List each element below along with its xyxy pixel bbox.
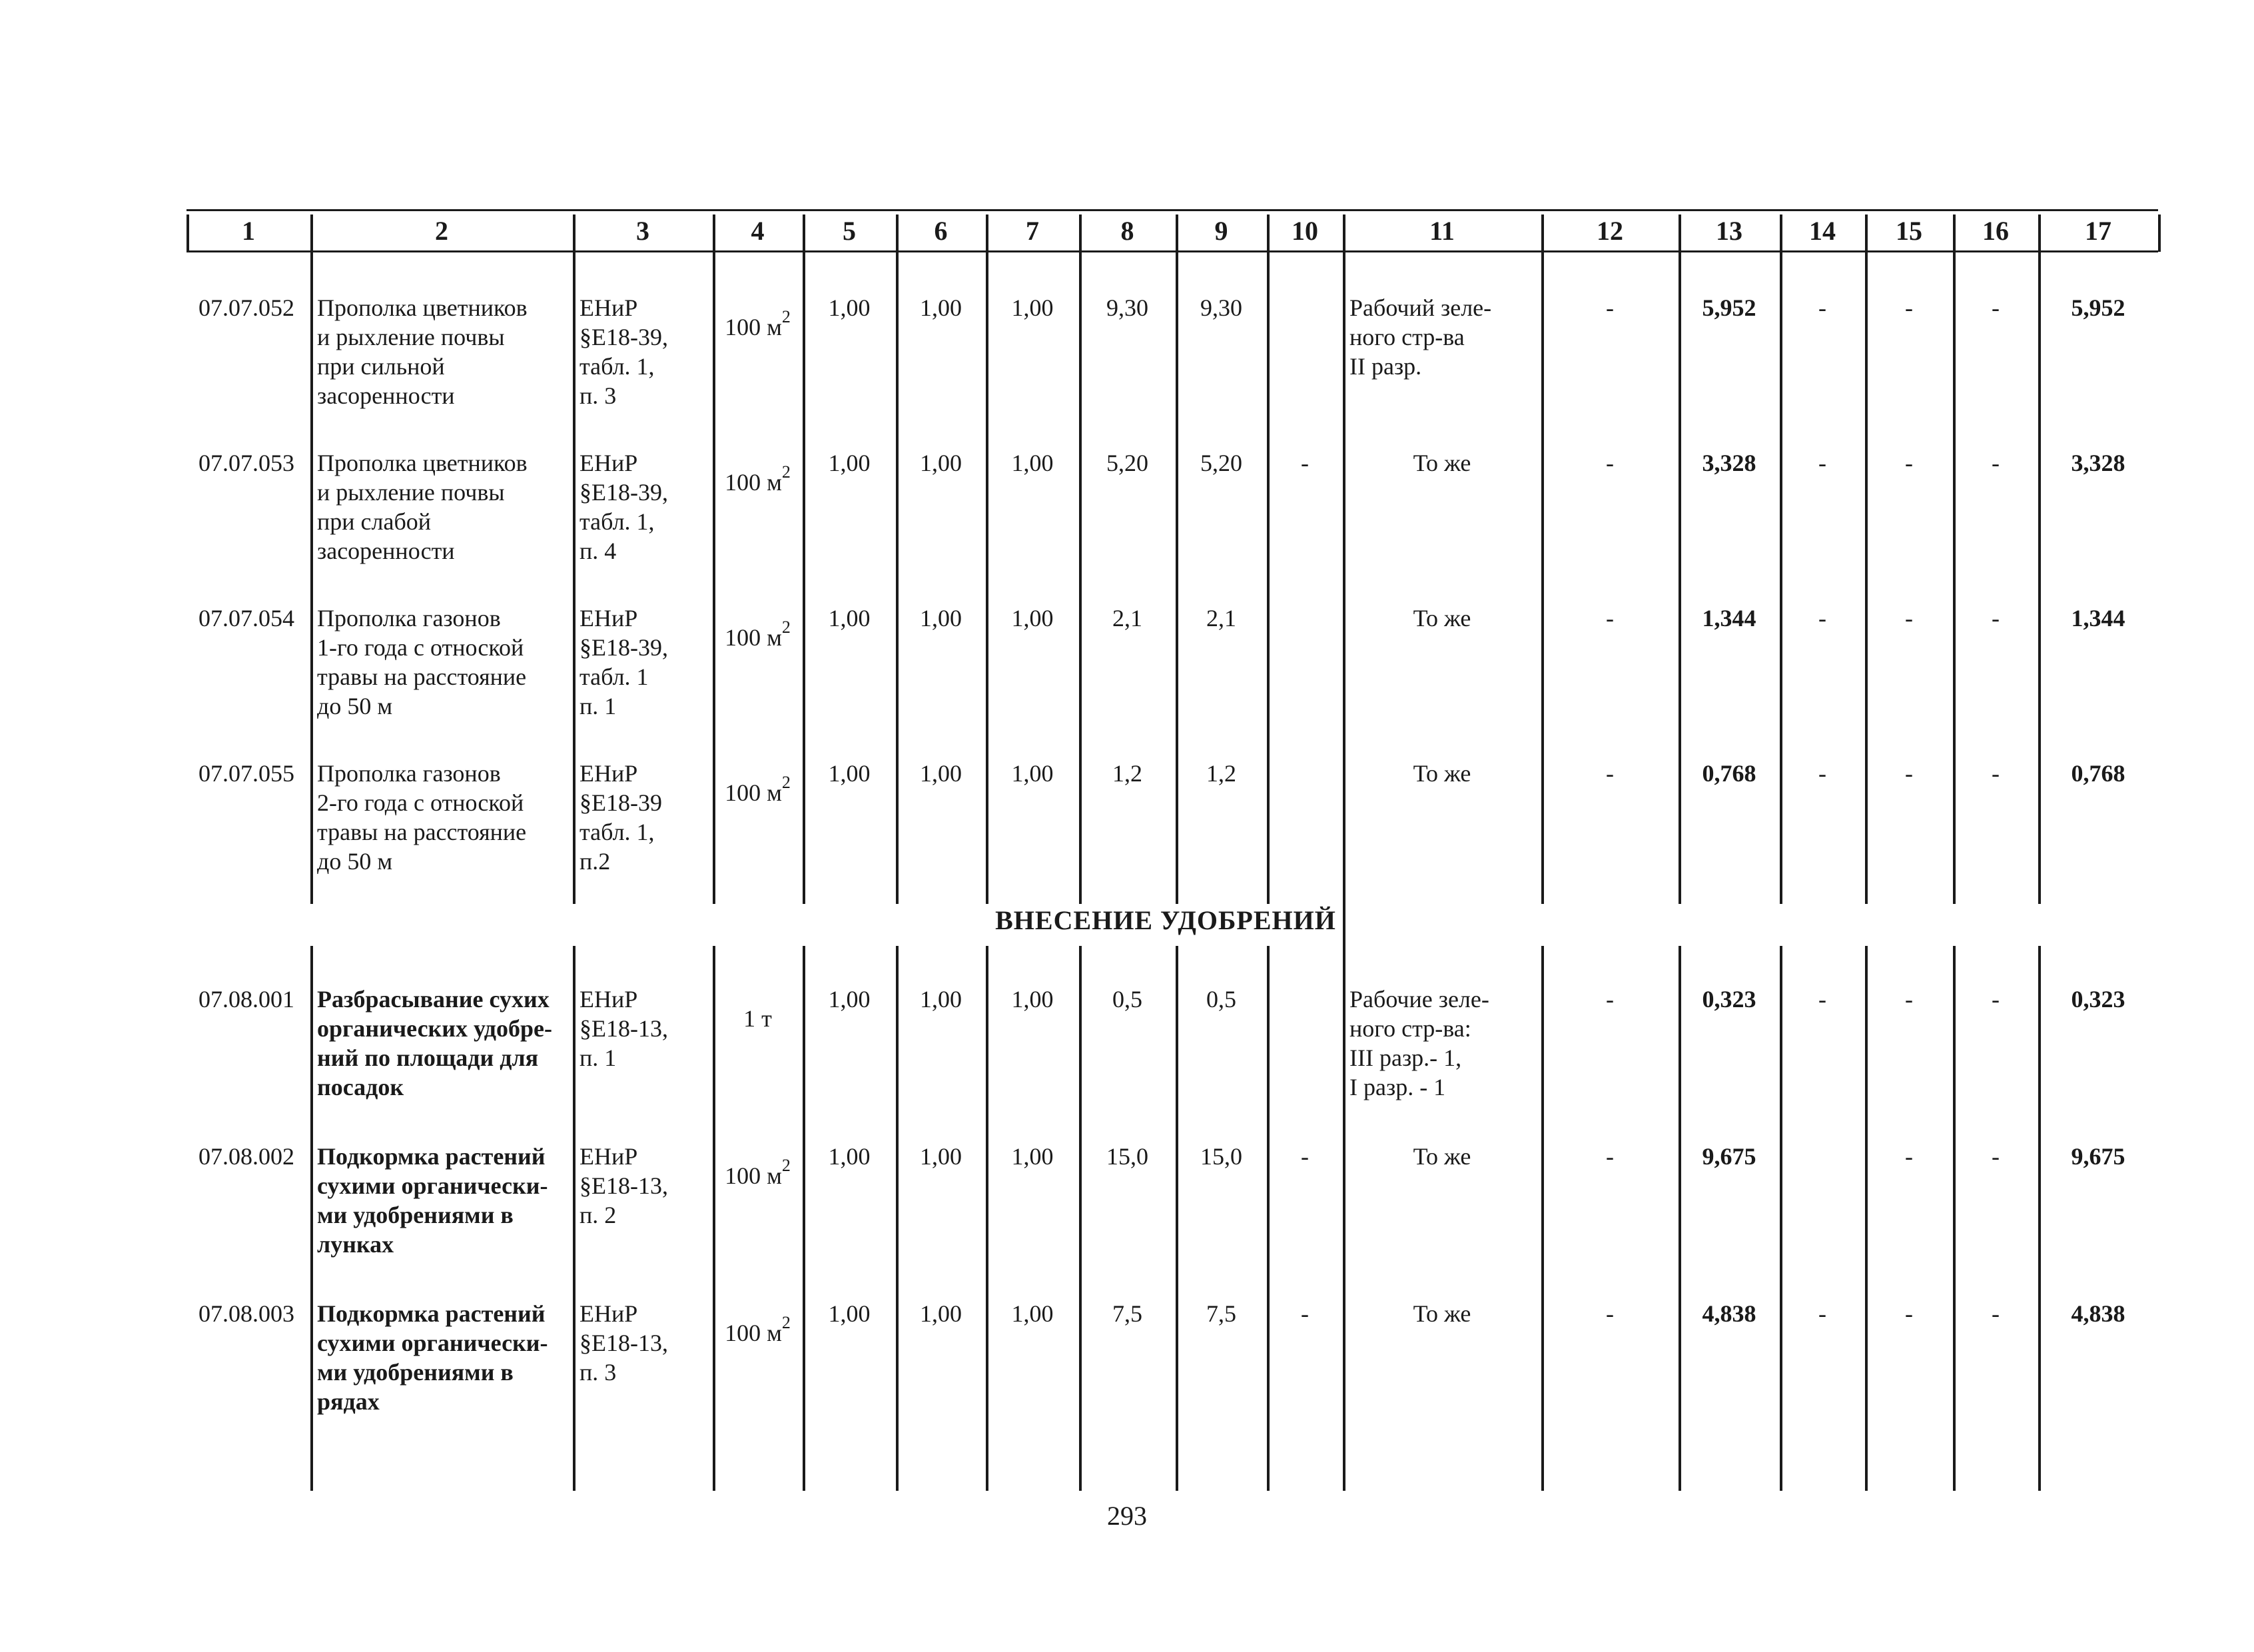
column-rule (1679, 946, 1681, 1491)
cell-c15: - (1905, 294, 1913, 321)
cell-c8: 1,2 (1112, 760, 1142, 787)
cell-c11: То же (1413, 450, 1471, 476)
cell-c10: - (1301, 1300, 1309, 1327)
column-header-8: 8 (1120, 216, 1134, 246)
cell-unit (719, 772, 796, 807)
cell-c17: 1,344 (2071, 605, 2125, 631)
cell-c12: - (1606, 450, 1614, 476)
cell-c14: - (1818, 986, 1826, 1013)
cell-c5: 1,00 (828, 986, 871, 1013)
cell-c6: 1,00 (920, 605, 962, 631)
unit-exponent: 2 (781, 1313, 791, 1332)
cell-c17: 9,675 (2071, 1143, 2125, 1170)
cell-c17: 0,323 (2071, 986, 2125, 1013)
unit-exponent: 2 (781, 307, 791, 326)
cell-c17: 3,328 (2071, 450, 2125, 476)
cell-c16: - (1992, 1300, 2000, 1327)
cell-c5: 1,00 (828, 1143, 871, 1170)
cell-unit (719, 1155, 796, 1190)
cell-c12: - (1606, 986, 1614, 1013)
unit-text: 100 м (725, 779, 782, 806)
unit-exponent: 2 (781, 1156, 791, 1175)
cell-c5: 1,00 (828, 294, 871, 321)
column-rule (713, 946, 715, 1491)
column-header-1: 1 (242, 216, 255, 246)
column-rule (2038, 252, 2041, 904)
cell-c16: - (1992, 294, 2000, 321)
cell-c13: 3,328 (1702, 450, 1756, 476)
column-header-12: 12 (1597, 216, 1623, 246)
column-rule (986, 252, 988, 904)
cell-unit (719, 998, 796, 1033)
cell-name: Прополка газонов 2-го года с отноской травы на расстояние до 50 м (317, 760, 527, 875)
cell-c8: 0,5 (1112, 986, 1142, 1013)
column-rule (1079, 252, 1082, 904)
cell-name: Прополка цветников и рыхление почвы при сильной засоренности (317, 294, 528, 409)
cell-c6: 1,00 (920, 986, 962, 1013)
cell-c11: То же (1413, 1143, 1471, 1170)
cell-c7: 1,00 (1011, 760, 1054, 787)
cell-c8: 7,5 (1112, 1300, 1142, 1327)
cell-c16: - (1992, 605, 2000, 631)
cell-c9: 2,1 (1206, 605, 1236, 631)
cell-c7: 1,00 (1011, 1300, 1054, 1327)
unit-text: 100 м (725, 469, 782, 496)
cell-c6: 1,00 (920, 294, 962, 321)
column-header-16: 16 (1982, 216, 2009, 246)
column-header-13: 13 (1716, 216, 1742, 246)
unit-text: 100 м (725, 1320, 782, 1346)
column-header-10: 10 (1292, 216, 1318, 246)
cell-name: Подкормка растений сухими органически- ми удобрениями в рядах (317, 1300, 548, 1415)
column-rule (310, 946, 313, 1491)
cell-c6: 1,00 (920, 760, 962, 787)
unit-text: 1 т (743, 1005, 772, 1032)
column-header-15: 15 (1896, 216, 1922, 246)
cell-c11: То же (1413, 605, 1471, 631)
column-rule (1953, 252, 1956, 904)
cell-c13: 0,768 (1702, 760, 1756, 787)
cell-c9: 1,2 (1206, 760, 1236, 787)
cell-c14: - (1818, 605, 1826, 631)
cell-c7: 1,00 (1011, 986, 1054, 1013)
column-rule (896, 946, 899, 1491)
unit-exponent: 2 (781, 618, 791, 637)
cell-c17: 4,838 (2071, 1300, 2125, 1327)
cell-c6: 1,00 (920, 450, 962, 476)
column-rule (1541, 252, 1544, 904)
column-rule (1343, 252, 1345, 1491)
cell-c12: - (1606, 294, 1614, 321)
cell-c9: 9,30 (1200, 294, 1242, 321)
cell-c13: 5,952 (1702, 294, 1756, 321)
column-rule (1780, 946, 1782, 1491)
cell-c12: - (1606, 605, 1614, 631)
cell-ref: ЕНиР §Е18-13, п. 1 (579, 986, 668, 1071)
cell-c10: - (1301, 450, 1309, 476)
cell-c8: 5,20 (1106, 450, 1148, 476)
cell-ref: ЕНиР §Е18-13, п. 2 (579, 1143, 668, 1228)
cell-unit (719, 617, 796, 652)
cell-name: Подкормка растений сухими органически- ми удобрениями в лунках (317, 1143, 548, 1258)
cell-c16: - (1992, 986, 2000, 1013)
cell-c13: 9,675 (1702, 1143, 1756, 1170)
cell-unit (719, 462, 796, 497)
column-rule (713, 252, 715, 904)
column-rule (1267, 252, 1270, 904)
table-top-rule (187, 209, 2158, 211)
cell-c15: - (1905, 1300, 1913, 1327)
cell-c15: - (1905, 1143, 1913, 1170)
column-rule (1541, 946, 1544, 1491)
column-header-7: 7 (1026, 216, 1039, 246)
column-header-6: 6 (934, 216, 948, 246)
cell-unit (719, 306, 796, 342)
cell-code: 07.07.053 (198, 450, 294, 476)
column-rule (803, 252, 805, 904)
cell-code: 07.08.003 (198, 1300, 294, 1327)
column-rule (1780, 252, 1782, 904)
cell-c16: - (1992, 450, 2000, 476)
cell-name: Прополка газонов 1-го года с отноской травы на расстояние до 50 м (317, 605, 527, 719)
cell-code: 07.07.055 (198, 760, 294, 787)
cell-c5: 1,00 (828, 605, 871, 631)
section-title: ВНЕСЕНИЕ УДОБРЕНИЙ (995, 905, 1336, 935)
column-rule (1267, 946, 1270, 1491)
cell-c17: 5,952 (2071, 294, 2125, 321)
cell-c13: 1,344 (1702, 605, 1756, 631)
column-header-4: 4 (751, 216, 765, 246)
cell-c17: 0,768 (2071, 760, 2125, 787)
cell-ref: ЕНиР §Е18-39 табл. 1, п.2 (579, 760, 662, 875)
column-header-17: 17 (2085, 216, 2111, 246)
column-header-9: 9 (1214, 216, 1228, 246)
cell-c8: 2,1 (1112, 605, 1142, 631)
column-rule (2158, 214, 2161, 252)
column-rule (1953, 946, 1956, 1491)
cell-c9: 5,20 (1200, 450, 1242, 476)
header-bottom-rule (187, 250, 2158, 252)
cell-c12: - (1606, 1143, 1614, 1170)
cell-c13: 4,838 (1702, 1300, 1756, 1327)
column-header-11: 11 (1429, 216, 1455, 246)
cell-c5: 1,00 (828, 1300, 871, 1327)
column-header-2: 2 (435, 216, 448, 246)
cell-c5: 1,00 (828, 450, 871, 476)
unit-exponent: 2 (781, 773, 791, 792)
column-rule (2038, 946, 2041, 1491)
column-rule (1865, 252, 1868, 904)
cell-c15: - (1905, 605, 1913, 631)
cell-name: Разбрасывание сухих органических удобре- ний по площади для посадок (317, 986, 552, 1100)
cell-c16: - (1992, 1143, 2000, 1170)
cell-c11: Рабочие зеле- ного стр-ва: III разр.- 1, I разр. - 1 (1349, 986, 1489, 1100)
cell-c8: 15,0 (1106, 1143, 1148, 1170)
column-rule (573, 946, 575, 1491)
cell-c11: То же (1413, 760, 1471, 787)
cell-c13: 0,323 (1702, 986, 1756, 1013)
cell-c14: - (1818, 1300, 1826, 1327)
cell-c12: - (1606, 1300, 1614, 1327)
column-rule (803, 946, 805, 1491)
unit-exponent: 2 (781, 462, 791, 482)
cell-c9: 15,0 (1200, 1143, 1242, 1170)
cell-c10: - (1301, 1143, 1309, 1170)
cell-code: 07.07.052 (198, 294, 294, 321)
cell-c14: - (1818, 450, 1826, 476)
cell-c5: 1,00 (828, 760, 871, 787)
column-header-14: 14 (1809, 216, 1836, 246)
column-header-5: 5 (843, 216, 856, 246)
cell-c16: - (1992, 760, 2000, 787)
cell-c7: 1,00 (1011, 1143, 1054, 1170)
cell-c6: 1,00 (920, 1300, 962, 1327)
cell-ref: ЕНиР §Е18-39, табл. 1, п. 4 (579, 450, 668, 564)
cell-unit (719, 1312, 796, 1348)
cell-c11: То же (1413, 1300, 1471, 1327)
cell-c14: - (1818, 294, 1826, 321)
cell-code: 07.08.002 (198, 1143, 294, 1170)
cell-c14: - (1818, 760, 1826, 787)
cell-c9: 0,5 (1206, 986, 1236, 1013)
cell-ref: ЕНиР §Е18-39, табл. 1 п. 1 (579, 605, 668, 719)
column-rule (573, 252, 575, 904)
cell-c7: 1,00 (1011, 294, 1054, 321)
cell-ref: ЕНиР §Е18-13, п. 3 (579, 1300, 668, 1386)
unit-text: 100 м (725, 1162, 782, 1189)
cell-c7: 1,00 (1011, 450, 1054, 476)
cell-c9: 7,5 (1206, 1300, 1236, 1327)
column-rule (1176, 946, 1178, 1491)
column-rule (310, 252, 313, 904)
unit-text: 100 м (725, 624, 782, 651)
column-rule (1176, 252, 1178, 904)
cell-name: Прополка цветников и рыхление почвы при слабой засоренности (317, 450, 528, 564)
cell-c15: - (1905, 986, 1913, 1013)
page-number: 293 (1107, 1501, 1147, 1531)
cell-c6: 1,00 (920, 1143, 962, 1170)
cell-code: 07.07.054 (198, 605, 294, 631)
unit-text: 100 м (725, 314, 782, 340)
column-rule (896, 252, 899, 904)
cell-c8: 9,30 (1106, 294, 1148, 321)
cell-c12: - (1606, 760, 1614, 787)
column-header-3: 3 (636, 216, 649, 246)
cell-c11: Рабочий зеле- ного стр-ва II разр. (1349, 294, 1492, 380)
cell-c15: - (1905, 760, 1913, 787)
column-rule (1679, 252, 1681, 904)
cell-ref: ЕНиР §Е18-39, табл. 1, п. 3 (579, 294, 668, 409)
cell-code: 07.08.001 (198, 986, 294, 1013)
cell-c7: 1,00 (1011, 605, 1054, 631)
column-rule (1079, 946, 1082, 1491)
column-rule (1865, 946, 1868, 1491)
cell-c15: - (1905, 450, 1913, 476)
column-rule (986, 946, 988, 1491)
